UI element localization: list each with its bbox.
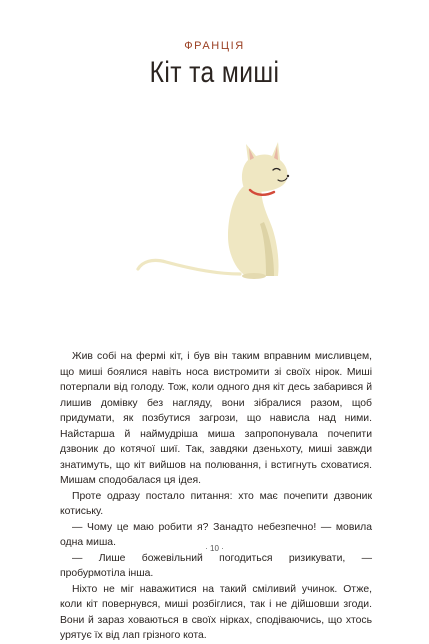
- story-paragraph: Ніхто не міг наважитися на такий сміливий учинок. Отже, коли кіт повернувся, миші розбіглися, так і не дійшовши згоди. Вони й зараз ховаються в своїх нірках, сподіваючись, що хтось урятує їх від лап грізного кота.: [60, 583, 372, 641]
- story-country: ФРАНЦІЯ: [184, 40, 245, 52]
- story-title: Кіт та миші: [149, 56, 280, 89]
- page-number: · 10 ·: [205, 544, 224, 553]
- cat-paw: [242, 273, 266, 279]
- story-paragraph: — Чому це маю робити я? Занадто небезпечно! — мовила одна миша.: [60, 521, 372, 548]
- cat-tail: [138, 260, 240, 274]
- cat-nose: [287, 175, 289, 177]
- cat-illustration: [128, 136, 308, 282]
- cat-head: [242, 142, 288, 192]
- story-text: [60, 349, 372, 644]
- story-paragraph: — Лише божевільний погодиться ризикувати, — пробурмотіла інша.: [60, 552, 372, 579]
- story-paragraph: Проте одразу постало питання: хто має почепити дзвоник котиську.: [60, 490, 372, 517]
- story-paragraph: Жив собі на фермі кіт, і був він таким вправним мисливцем, що миші боялися навіть носа виcтромити зі своїх нірок. Миші потерпали від голоду. Тож, коли одного дня кіт десь забарився й лишив домівку без нагляду, вони зібралися разом, щоб придумати, як позбутися загрози, що нависла над ними. Найстарша й наймудріша миша запропонувала почепити дзвоник до котячої шиї. Так, завдяки дзеньхоту, миші завжди знатимуть, що кіт вийшов на полювання, і встигнуть сховатися. Мишам сподобалася ця ідея.: [60, 351, 372, 486]
